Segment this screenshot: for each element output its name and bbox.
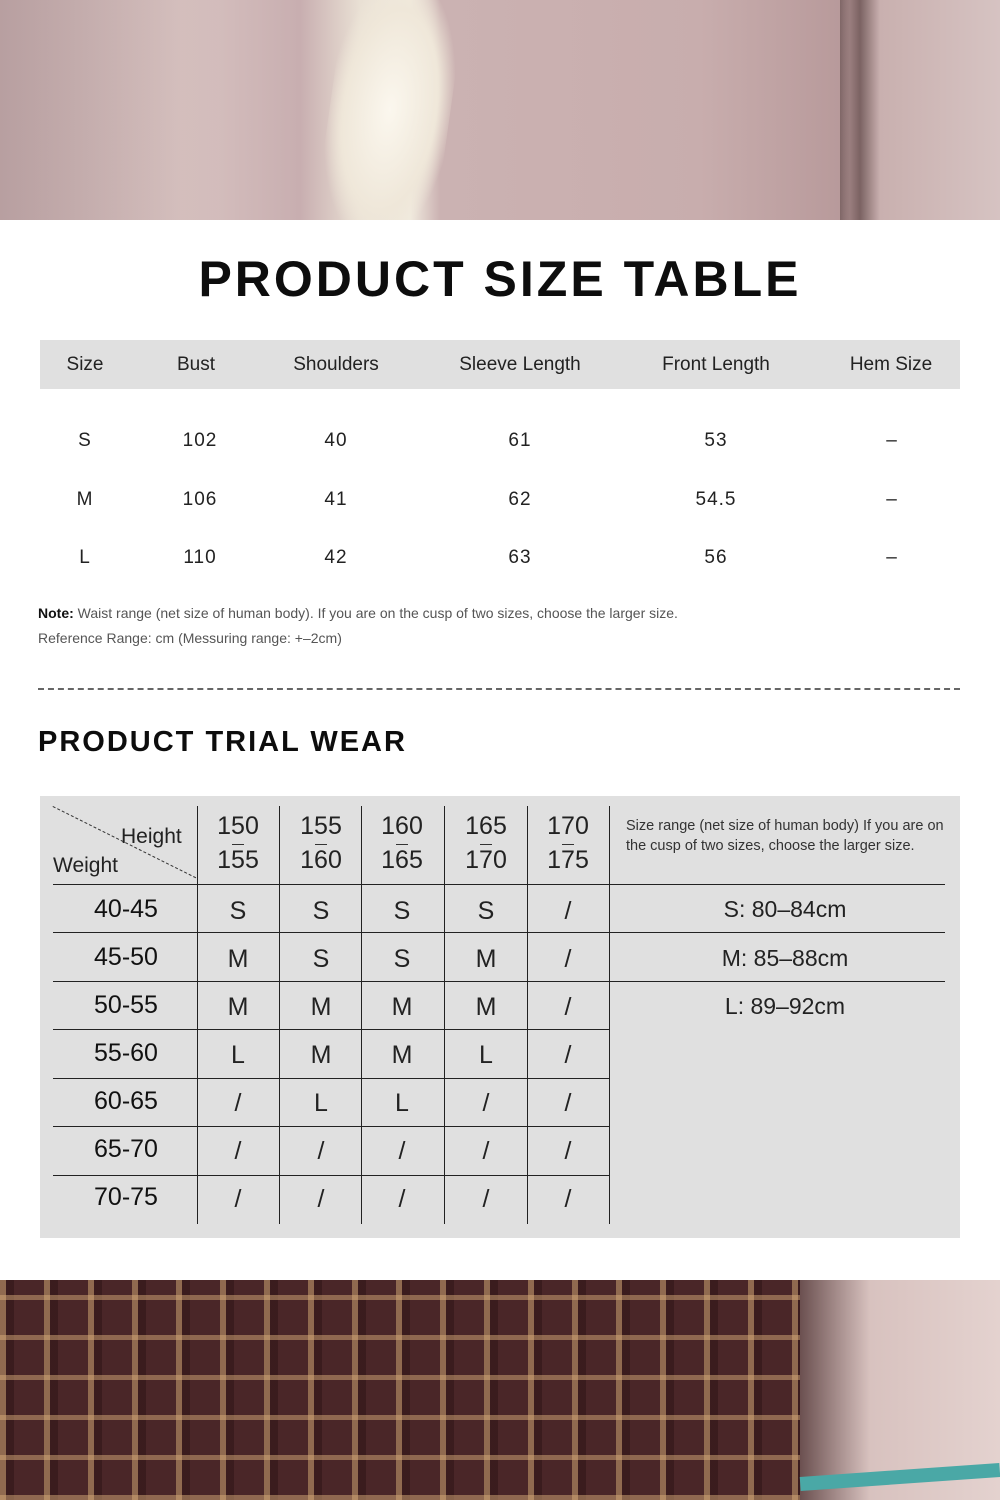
table-cell: S <box>78 430 92 451</box>
grid-line <box>444 806 445 1224</box>
height-to: 155 <box>217 846 259 874</box>
table-cell: 106 <box>182 489 218 510</box>
height-to: 175 <box>547 846 589 874</box>
table-cell: 102 <box>182 430 218 451</box>
height-from: 155 <box>300 812 342 840</box>
product-photo-top <box>0 0 1000 220</box>
note-text: Waist range (net size of human body). If you are on the cusp of two sizes, choose the larger size. <box>73 605 678 621</box>
grid-line <box>53 884 945 885</box>
grid-line <box>197 806 198 1224</box>
table-cell: / <box>564 1089 572 1117</box>
size-row-m <box>40 481 960 521</box>
table-cell: 56 <box>704 547 728 568</box>
table-cell: / <box>234 1185 242 1213</box>
height-from: 170 <box>547 812 589 840</box>
range-s: S: 80–84cm <box>723 896 847 922</box>
grid-line <box>361 806 362 1224</box>
height-col-150-155 <box>198 814 278 873</box>
table-cell: – <box>886 430 898 451</box>
product-photo-bottom <box>0 1280 1000 1500</box>
table-cell: 54.5 <box>695 489 737 510</box>
table-cell: / <box>398 1137 406 1165</box>
corner-height-label: Height <box>121 825 182 848</box>
header-shoulders: Shoulders <box>293 354 379 375</box>
height-to: 165 <box>381 846 423 874</box>
table-cell: 63 <box>508 547 532 568</box>
table-cell: L <box>231 1041 245 1069</box>
table-cell: 61 <box>508 430 532 451</box>
table-cell: 41 <box>324 489 348 510</box>
photo-shadow <box>0 0 220 220</box>
table-cell: 110 <box>183 547 217 568</box>
coat-seam <box>840 0 850 220</box>
weight-label: 50-55 <box>94 991 158 1019</box>
table-cell: S <box>393 897 411 925</box>
reference-range: Reference Range: cm (Messuring range: +–2cm) <box>38 630 342 646</box>
height-to: 160 <box>300 846 342 874</box>
height-col-155-160 <box>281 814 361 873</box>
table-cell: / <box>564 945 572 973</box>
table-cell: M <box>310 1041 332 1069</box>
table-cell: 62 <box>508 489 532 510</box>
fleece-lining <box>312 0 467 220</box>
grid-line <box>53 1126 609 1127</box>
table-cell: / <box>564 897 572 925</box>
table-cell: / <box>482 1185 490 1213</box>
size-table-title: PRODUCT SIZE TABLE <box>198 251 802 307</box>
range-l: L: 89–92cm <box>724 993 846 1019</box>
table-cell: – <box>886 547 898 568</box>
size-row-l <box>40 539 960 579</box>
header-hem-size: Hem Size <box>849 354 933 375</box>
height-col-160-165 <box>362 814 442 873</box>
size-range-note: Size range (net size of human body) If you are on the cusp of two sizes, choose the larger size. <box>626 818 944 854</box>
grid-line <box>53 1078 609 1079</box>
table-cell: S <box>477 897 495 925</box>
table-cell: S <box>312 897 330 925</box>
height-col-165-170 <box>446 814 526 873</box>
grid-line <box>53 981 945 982</box>
table-cell: M <box>475 945 497 973</box>
table-cell: / <box>564 1185 572 1213</box>
table-cell: L <box>79 547 91 568</box>
table-cell: 53 <box>704 430 728 451</box>
table-cell: / <box>482 1137 490 1165</box>
grid-line <box>53 1175 609 1176</box>
height-from: 165 <box>465 812 507 840</box>
weight-label: 40-45 <box>94 895 158 923</box>
table-cell: M <box>76 489 94 510</box>
table-cell: / <box>234 1137 242 1165</box>
header-sleeve-length: Sleeve Length <box>459 354 581 375</box>
height-col-170-175 <box>528 814 608 873</box>
section-divider <box>38 688 960 690</box>
table-cell: M <box>227 993 249 1021</box>
table-cell: / <box>564 1137 572 1165</box>
table-cell: / <box>317 1137 325 1165</box>
table-cell: S <box>393 945 411 973</box>
table-cell: M <box>227 945 249 973</box>
table-cell: S <box>229 897 247 925</box>
grid-line <box>527 806 528 1224</box>
table-cell: / <box>564 1041 572 1069</box>
table-cell: 42 <box>324 547 348 568</box>
table-cell: M <box>310 993 332 1021</box>
size-table-header <box>40 340 960 389</box>
header-bust: Bust <box>176 354 216 375</box>
table-cell: / <box>398 1185 406 1213</box>
size-row-s <box>40 422 960 462</box>
grid-line <box>279 806 280 1224</box>
height-from: 160 <box>381 812 423 840</box>
table-cell: / <box>317 1185 325 1213</box>
table-cell: M <box>391 993 413 1021</box>
grid-line <box>53 1029 609 1030</box>
size-note <box>38 605 678 621</box>
header-size: Size <box>66 354 104 375</box>
height-from: 150 <box>217 812 259 840</box>
table-cell: M <box>391 1041 413 1069</box>
table-cell: L <box>395 1089 409 1117</box>
table-cell: / <box>564 993 572 1021</box>
table-cell: / <box>234 1089 242 1117</box>
table-cell: / <box>482 1089 490 1117</box>
table-cell: L <box>314 1089 328 1117</box>
table-cell: L <box>479 1041 493 1069</box>
table-cell: S <box>312 945 330 973</box>
header-front-length: Front Length <box>662 354 770 375</box>
corner-weight-label: Weight <box>53 854 118 877</box>
table-cell: – <box>886 489 898 510</box>
grid-line <box>53 932 945 933</box>
weight-label: 70-75 <box>94 1183 158 1211</box>
weight-label: 60-65 <box>94 1087 158 1115</box>
weight-label: 55-60 <box>94 1039 158 1067</box>
weight-label: 45-50 <box>94 943 158 971</box>
table-cell: 40 <box>324 430 348 451</box>
trial-wear-title: PRODUCT TRIAL WEAR <box>38 726 407 758</box>
height-to: 170 <box>465 846 507 874</box>
note-label: Note: <box>38 605 74 621</box>
range-m: M: 85–88cm <box>721 945 849 971</box>
grid-line <box>609 806 610 1224</box>
trial-wear-table <box>40 796 960 1238</box>
table-cell: M <box>475 993 497 1021</box>
weight-label: 65-70 <box>94 1135 158 1163</box>
